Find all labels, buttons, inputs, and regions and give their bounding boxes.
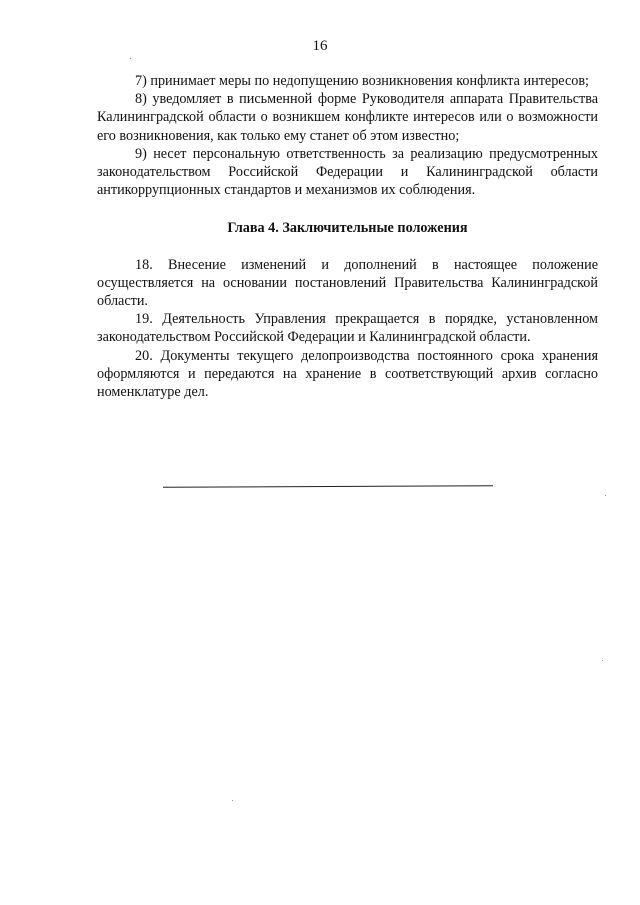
scan-speck <box>602 660 603 661</box>
scan-speck <box>232 800 233 801</box>
list-item-9: 9) несет персональную ответственность за реализацию предусмотренных законодательством Российской Федерации и Калининградской области антикоррупционных стандартов и механизмов их соблюдения. <box>97 145 598 199</box>
scan-speck <box>605 495 606 496</box>
list-item-8: 8) уведомляет в письменной форме Руководителя аппарата Правительства Калининградской области о возникшем конфликте интересов или о возможности его возникновения, как только ему станет об этом известно; <box>97 91 598 144</box>
end-divider-line <box>163 485 493 487</box>
provision-19: 19. Деятельность Управления прекращается в порядке, установленном законодательством Российской Федерации и Калининградской области. <box>97 311 598 346</box>
document-body <box>97 72 598 401</box>
page-number: 16 <box>312 38 328 54</box>
list-item-7: 7) принимает меры по недопущению возникновения конфликта интересов; <box>135 73 589 89</box>
provision-20: 20. Документы текущего делопроизводства постоянного срока хранения оформляются и передаются на хранение в соответствующий архив согласно номенклатуре дел. <box>97 347 598 401</box>
provision-18: 18. Внесение изменений и дополнений в настоящее положение осуществляется на основании постановлений Правительства Калининградской области. <box>97 256 598 310</box>
scan-speck <box>130 58 131 59</box>
chapter-title: Глава 4. Заключительные положения <box>227 220 468 237</box>
